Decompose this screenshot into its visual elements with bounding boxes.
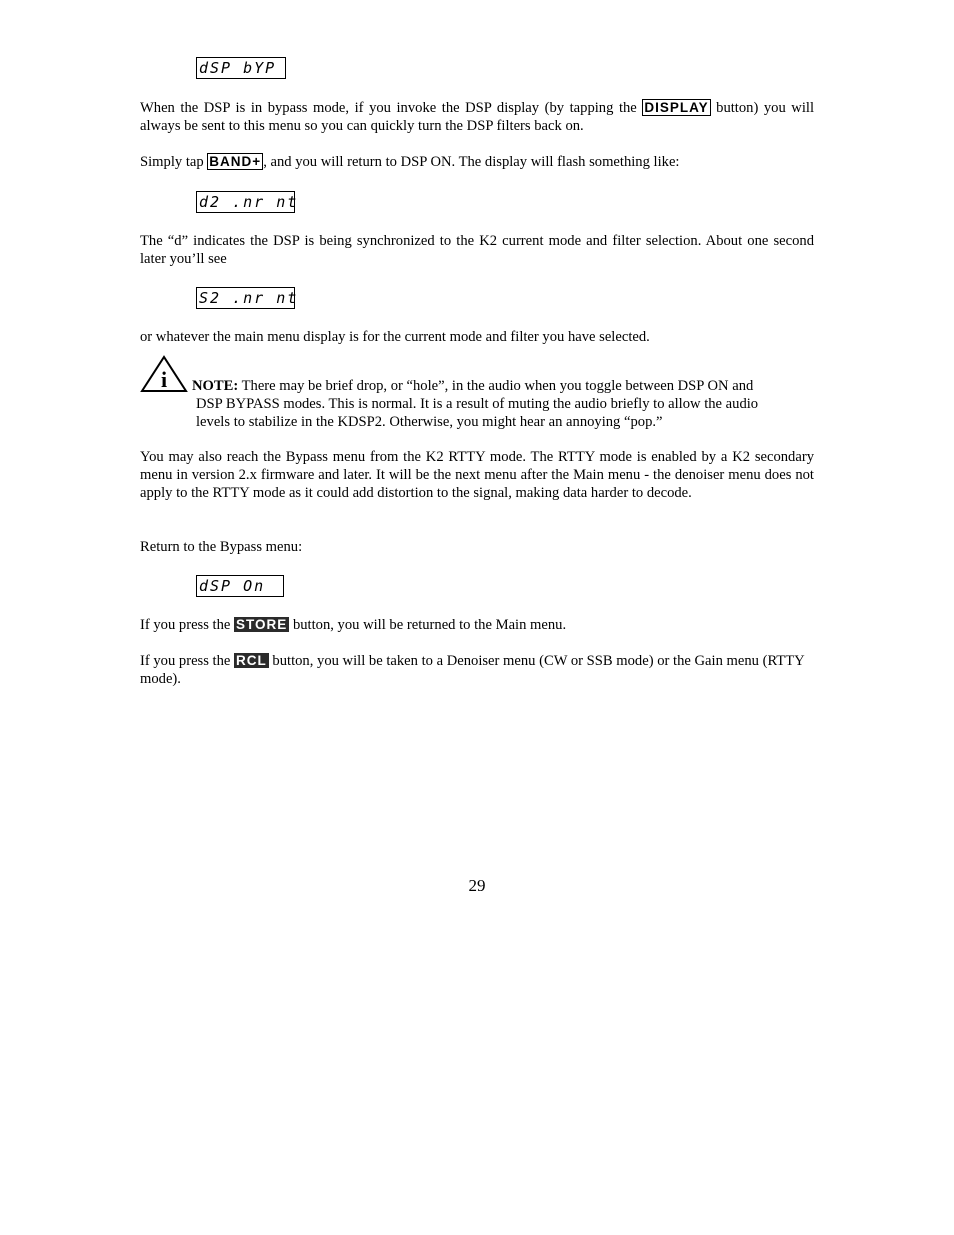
- lcd-display-main: S2 .nr nt: [196, 287, 295, 309]
- p8-text-after: button, you will be taken to a Denoiser menu (CW or SSB mode) or the Gain menu (RTTY mode).: [140, 653, 805, 687]
- display-button-label: DISPLAY: [644, 100, 709, 115]
- paragraph-bypass-mode: [140, 99, 814, 135]
- lcd-display-on: dSP On: [196, 575, 284, 597]
- band-plus-button-label: BAND+: [209, 154, 262, 169]
- note-line-3: levels to stabilize in the KDSP2. Otherwise, you might hear an annoying “pop.”: [196, 414, 663, 430]
- paragraph-store: [140, 616, 814, 634]
- paragraph-return: Return to the Bypass menu:: [140, 539, 303, 555]
- p7-text-before: If you press the: [140, 617, 235, 633]
- p8-text-before: If you press the: [140, 653, 235, 669]
- rcl-button-label: RCL: [236, 653, 267, 668]
- p2-text-after: , and you will return to DSP ON. The display will flash something like:: [263, 154, 680, 170]
- p2-text-before: Simply tap: [140, 154, 208, 170]
- paragraph-band-plus: [140, 153, 814, 171]
- paragraph-rcl: [140, 652, 814, 688]
- lcd-display-bypass: dSP bYP: [196, 57, 286, 79]
- p1-text-before: When the DSP is in bypass mode, if you invoke the DSP display (by tapping the: [140, 100, 643, 116]
- p7-text-after: button, you will be returned to the Main menu.: [289, 617, 567, 633]
- paragraph-sync: The “d” indicates the DSP is being synchronized to the K2 current mode and filter selection. About one second later you’ll see: [140, 233, 814, 267]
- note-line-1: [192, 377, 812, 395]
- note-label: NOTE:: [192, 378, 239, 394]
- p1-text-after: button) you will always be sent to this menu so you can quickly turn the DSP filters back on.: [140, 100, 814, 134]
- paragraph-main-menu: or whatever the main menu display is for the current mode and filter you have selected.: [140, 329, 650, 345]
- store-button-label: STORE: [236, 617, 288, 632]
- note-line-2: DSP BYPASS modes. This is normal. It is a result of muting the audio briefly to allow the audio: [196, 396, 759, 412]
- info-warning-icon: [140, 355, 188, 393]
- note-text-1: There may be brief drop, or “hole”, in the audio when you toggle between DSP ON and: [238, 378, 754, 394]
- lcd-display-sync: d2 .nr nt: [196, 191, 295, 213]
- svg-text:i: i: [160, 367, 168, 392]
- paragraph-rtty: You may also reach the Bypass menu from the K2 RTTY mode. The RTTY mode is enabled by a K2 secondary menu in version 2.x firmware and later. It will be the next menu after the Main menu - the denoiser menu does not apply to the RTTY mode as it could add distortion to the signal, making data harder to decode.: [140, 449, 814, 501]
- page-number: 29: [468, 876, 486, 895]
